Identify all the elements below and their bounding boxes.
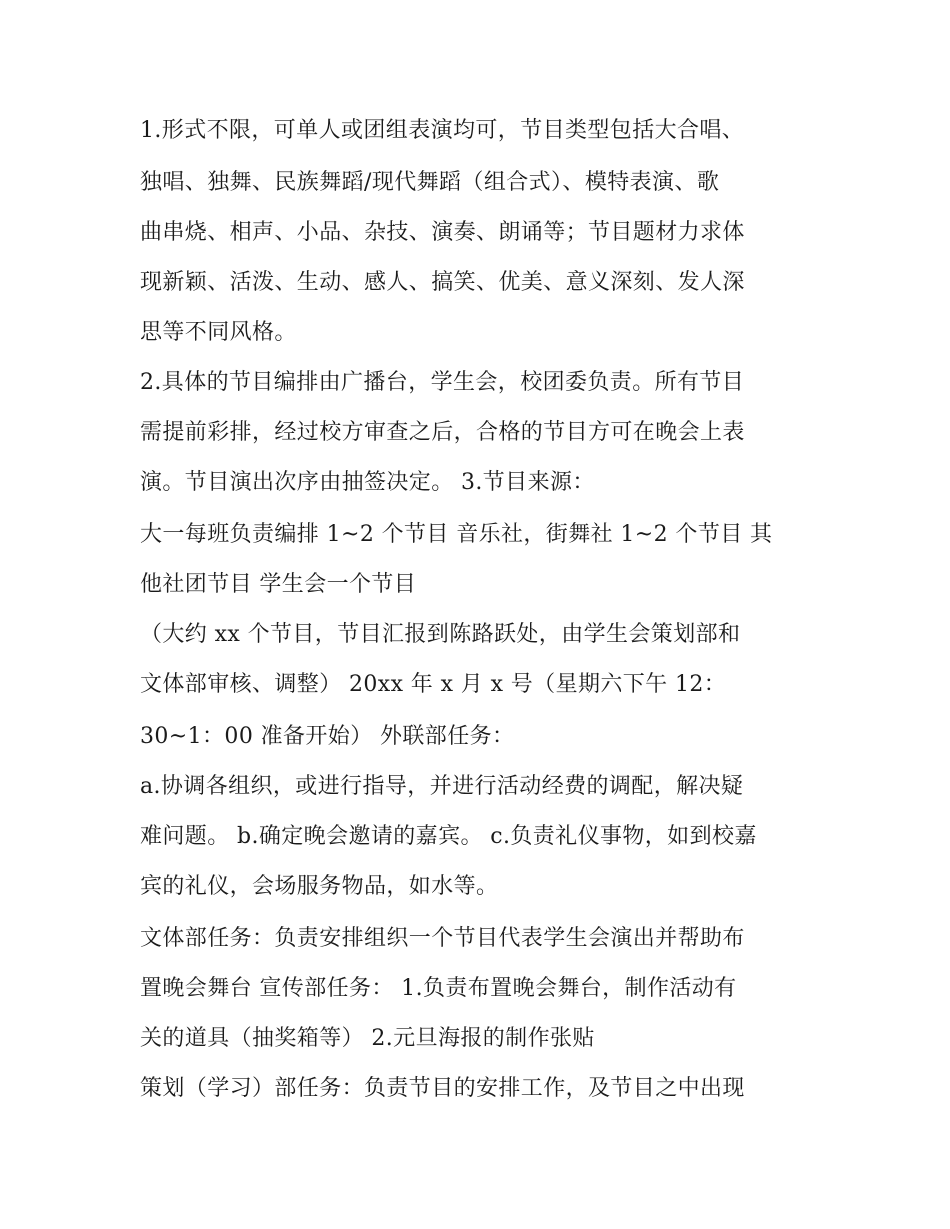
text-line: 现新颖、活泼、生动、感人、搞笑、优美、意义深刻、发人深	[140, 270, 745, 295]
text-line: 演。节目演出次序由抽签决定。 3.节目来源：	[140, 470, 595, 495]
text-line: 宾的礼仪，会场服务物品，如水等。	[140, 874, 499, 899]
text-line: （大约 xx 个节目，节目汇报到陈路跃处，由学生会策划部和	[140, 622, 741, 647]
text-line: 文体部审核、调整） 20xx 年 x 月 x 号（星期六下午 12：	[140, 672, 727, 697]
text-line: 他社团节目 学生会一个节目	[140, 572, 417, 597]
text-line: 30~1：00 准备开始） 外联部任务：	[140, 724, 515, 749]
text-line: 1.形式不限，可单人或团组表演均可，节目类型包括大合唱、	[140, 118, 745, 143]
text-line: 2.具体的节目编排由广播台，学生会，校团委负责。所有节目	[140, 370, 745, 395]
text-line: 大一每班负责编排 1~2 个节目 音乐社，街舞社 1~2 个节目 其	[140, 522, 773, 547]
text-line: 文体部任务：负责安排组织一个节目代表学生会演出并帮助布	[140, 926, 745, 951]
text-line: 策划（学习）部任务：负责节目的安排工作，及节目之中出现	[140, 1076, 745, 1101]
text-line: 关的道具（抽奖箱等） 2.元旦海报的制作张贴	[140, 1026, 595, 1051]
text-line: 思等不同风格。	[140, 320, 297, 345]
text-line: 需提前彩排，经过校方审查之后，合格的节目方可在晚会上表	[140, 420, 745, 445]
text-line: 难问题。 b.确定晚会邀请的嘉宾。 c.负责礼仪事物，如到校嘉	[140, 824, 757, 849]
text-line: a.协调各组织，或进行指导，并进行活动经费的调配，解决疑	[140, 774, 744, 799]
text-line: 曲串烧、相声、小品、杂技、演奏、朗诵等；节目题材力求体	[140, 220, 745, 245]
text-line: 独唱、独舞、民族舞蹈/现代舞蹈（组合式）、模特表演、歌	[140, 170, 720, 195]
text-line: 置晚会舞台 宣传部任务： 1.负责布置晚会舞台，制作活动有	[140, 976, 737, 1001]
